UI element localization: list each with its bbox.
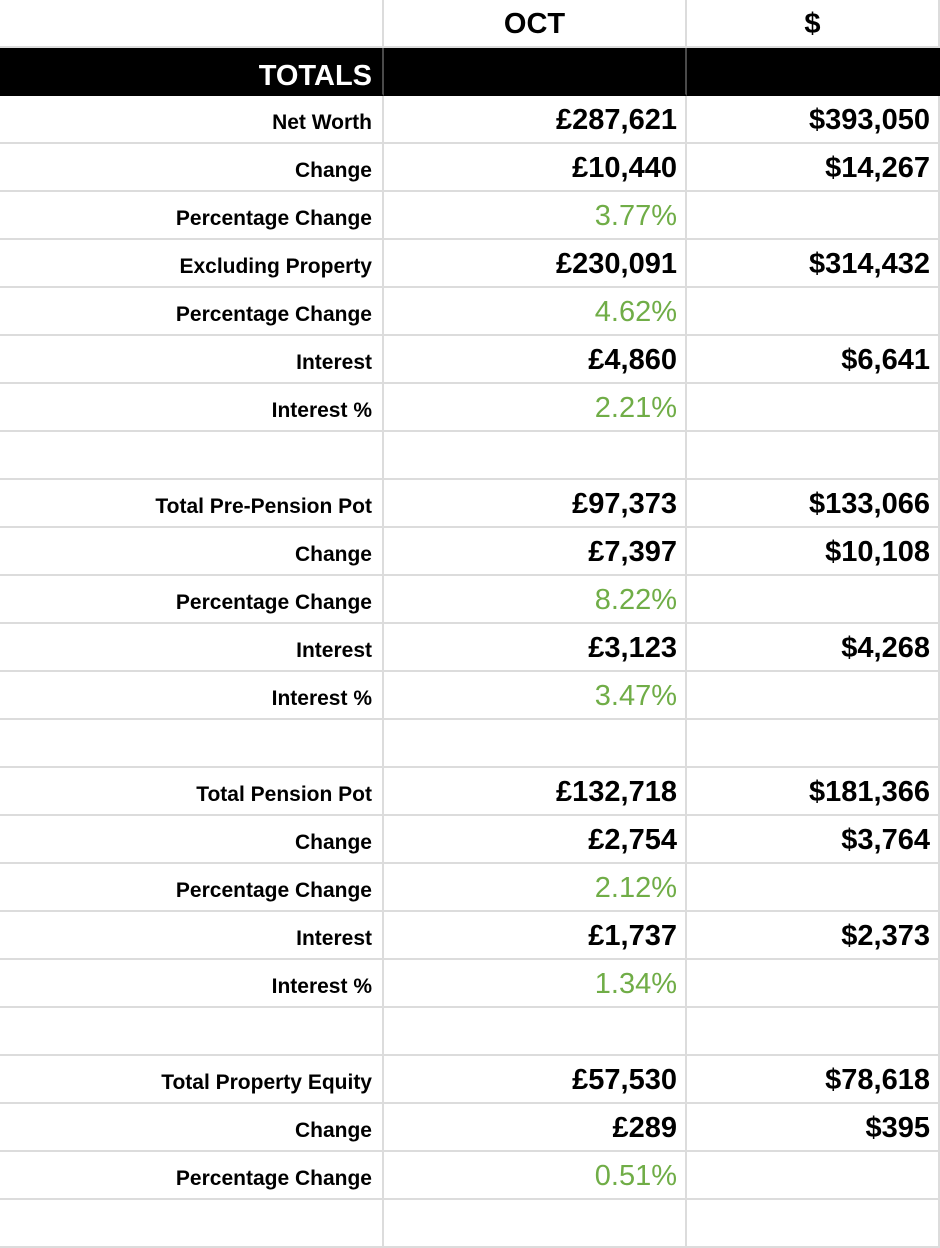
usd-value-cell[interactable]: $181,366: [687, 768, 940, 816]
table-row: [0, 768, 940, 816]
gbp-value-cell[interactable]: [384, 1008, 687, 1056]
usd-value-cell[interactable]: $395: [687, 1104, 940, 1152]
usd-value-cell[interactable]: $314,432: [687, 240, 940, 288]
header-currency[interactable]: $: [687, 0, 940, 48]
usd-value-cell[interactable]: $6,641: [687, 336, 940, 384]
row-label-cell[interactable]: Change: [0, 528, 384, 576]
row-label-cell[interactable]: Change: [0, 816, 384, 864]
table-row: [0, 96, 940, 144]
gbp-value-cell[interactable]: [384, 1200, 687, 1248]
usd-value-cell[interactable]: [687, 192, 940, 240]
table-row: [0, 912, 940, 960]
row-label-cell[interactable]: [0, 720, 384, 768]
header-row: [0, 0, 940, 48]
usd-value-cell[interactable]: $393,050: [687, 96, 940, 144]
row-label-cell[interactable]: [0, 1008, 384, 1056]
percent-value-cell[interactable]: 0.51%: [384, 1152, 687, 1200]
table-row: [0, 528, 940, 576]
empty-row: [0, 432, 940, 480]
row-label-cell[interactable]: Change: [0, 144, 384, 192]
table-row: [0, 864, 940, 912]
row-label-cell[interactable]: Interest %: [0, 960, 384, 1008]
row-label-cell[interactable]: [0, 1200, 384, 1248]
row-label-cell[interactable]: Interest %: [0, 384, 384, 432]
usd-value-cell[interactable]: [687, 432, 940, 480]
table-row: [0, 1152, 940, 1200]
usd-value-cell[interactable]: [687, 576, 940, 624]
gbp-value-cell[interactable]: £230,091: [384, 240, 687, 288]
totals-banner-cell[interactable]: [384, 48, 687, 96]
usd-value-cell[interactable]: $10,108: [687, 528, 940, 576]
gbp-value-cell[interactable]: £57,530: [384, 1056, 687, 1104]
usd-value-cell[interactable]: [687, 1200, 940, 1248]
table-row: [0, 1104, 940, 1152]
gbp-value-cell[interactable]: £289: [384, 1104, 687, 1152]
table-row: [0, 336, 940, 384]
row-label-cell[interactable]: Total Pension Pot: [0, 768, 384, 816]
table-row: [0, 624, 940, 672]
row-label-cell[interactable]: Net Worth: [0, 96, 384, 144]
percent-value-cell[interactable]: 4.62%: [384, 288, 687, 336]
row-label-cell[interactable]: Excluding Property: [0, 240, 384, 288]
gbp-value-cell[interactable]: £10,440: [384, 144, 687, 192]
usd-value-cell[interactable]: $4,268: [687, 624, 940, 672]
header-month[interactable]: OCT: [384, 0, 687, 48]
usd-value-cell[interactable]: $14,267: [687, 144, 940, 192]
row-label-cell[interactable]: Interest: [0, 336, 384, 384]
gbp-value-cell[interactable]: £1,737: [384, 912, 687, 960]
table-row: [0, 384, 940, 432]
percent-value-cell[interactable]: 2.12%: [384, 864, 687, 912]
usd-value-cell[interactable]: [687, 720, 940, 768]
gbp-value-cell[interactable]: £132,718: [384, 768, 687, 816]
percent-value-cell[interactable]: 8.22%: [384, 576, 687, 624]
usd-value-cell[interactable]: [687, 672, 940, 720]
usd-value-cell[interactable]: [687, 960, 940, 1008]
table-row: [0, 480, 940, 528]
totals-banner-title[interactable]: TOTALS: [0, 48, 384, 96]
row-label-cell[interactable]: Total Property Equity: [0, 1056, 384, 1104]
row-label-cell[interactable]: Interest: [0, 912, 384, 960]
totals-banner-cell[interactable]: [687, 48, 940, 96]
row-label-cell[interactable]: Percentage Change: [0, 288, 384, 336]
table-row: [0, 816, 940, 864]
table-row: [0, 240, 940, 288]
totals-banner-row: [0, 48, 940, 96]
table-row: [0, 144, 940, 192]
table-row: [0, 1056, 940, 1104]
gbp-value-cell[interactable]: £2,754: [384, 816, 687, 864]
usd-value-cell[interactable]: $2,373: [687, 912, 940, 960]
row-label-cell[interactable]: Percentage Change: [0, 864, 384, 912]
table-row: [0, 288, 940, 336]
row-label-cell[interactable]: Interest: [0, 624, 384, 672]
row-label-cell[interactable]: Percentage Change: [0, 192, 384, 240]
percent-value-cell[interactable]: 1.34%: [384, 960, 687, 1008]
usd-value-cell[interactable]: [687, 1008, 940, 1056]
percent-value-cell[interactable]: 3.77%: [384, 192, 687, 240]
table-row: [0, 576, 940, 624]
row-label-cell[interactable]: [0, 432, 384, 480]
usd-value-cell[interactable]: [687, 1152, 940, 1200]
gbp-value-cell[interactable]: [384, 720, 687, 768]
row-label-cell[interactable]: Percentage Change: [0, 1152, 384, 1200]
row-label-cell[interactable]: Interest %: [0, 672, 384, 720]
usd-value-cell[interactable]: $3,764: [687, 816, 940, 864]
gbp-value-cell[interactable]: £3,123: [384, 624, 687, 672]
table-row: [0, 960, 940, 1008]
gbp-value-cell[interactable]: £97,373: [384, 480, 687, 528]
percent-value-cell[interactable]: 3.47%: [384, 672, 687, 720]
gbp-value-cell[interactable]: £7,397: [384, 528, 687, 576]
percent-value-cell[interactable]: 2.21%: [384, 384, 687, 432]
empty-row: [0, 1008, 940, 1056]
row-label-cell[interactable]: Total Pre-Pension Pot: [0, 480, 384, 528]
gbp-value-cell[interactable]: £4,860: [384, 336, 687, 384]
empty-row: [0, 720, 940, 768]
header-cell-empty[interactable]: [0, 0, 384, 48]
usd-value-cell[interactable]: [687, 864, 940, 912]
usd-value-cell[interactable]: [687, 288, 940, 336]
gbp-value-cell[interactable]: £287,621: [384, 96, 687, 144]
table-row: [0, 192, 940, 240]
usd-value-cell[interactable]: $133,066: [687, 480, 940, 528]
gbp-value-cell[interactable]: [384, 432, 687, 480]
usd-value-cell[interactable]: $78,618: [687, 1056, 940, 1104]
table-row: [0, 672, 940, 720]
row-label-cell[interactable]: Percentage Change: [0, 576, 384, 624]
usd-value-cell[interactable]: [687, 384, 940, 432]
empty-row: [0, 1200, 940, 1248]
row-label-cell[interactable]: Change: [0, 1104, 384, 1152]
